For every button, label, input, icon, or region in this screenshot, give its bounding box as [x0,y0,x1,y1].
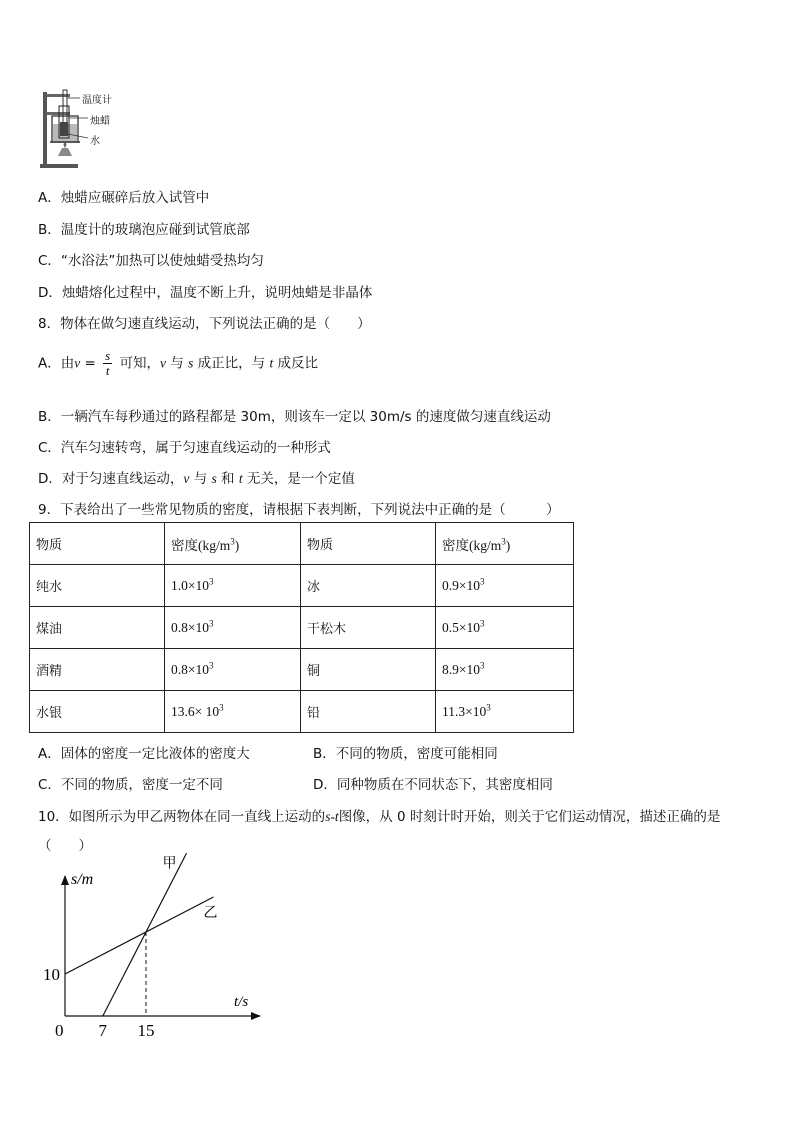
q8-option-b: B．一辆汽车每秒通过的路程都是 30m，则该车一定以 30m/s 的速度做匀速直线运动 [38,409,551,425]
table-row: 水银 $13.6\times 10^3$ 铅 $11.3\times 10^3$ [30,691,574,733]
q7-option-a: A．烛蜡应碾碎后放入试管中 [38,190,210,206]
q9-stem: 9．下表给出了一些常见物质的密度，请根据下表判断，下列说法中正确的是（ ） [38,502,560,518]
q8-option-d: D．对于匀速直线运动，v 与 s 和 t 无关，是一个定值 [38,471,355,487]
x-axis-label: t/s [234,994,249,1010]
q7-option-d: D．烛蜡熔化过程中，温度不断上升，说明烛蜡是非晶体 [38,285,373,301]
density-table [29,522,574,733]
q10-stem: 10．如图所示为甲乙两物体在同一直线上运动的s-t图像，从 0 时刻计时开始，则关于它们运动情况，描述正确的是 [38,809,721,825]
y-axis-label: s/m [71,871,94,888]
header-substance-1: 物质 [30,523,165,565]
apparatus-figure [38,88,138,172]
label-thermometer: 温度计 [82,95,112,106]
y-tick-label: 10 [43,965,60,984]
header-density-1: 密度$(kg/m^3)$ [165,523,301,565]
q10-paren: （ ） [38,838,92,854]
label-water: 水 [90,136,100,147]
q8-option-a: A．由v = $\frac{s}{t}$ 可知，v 与 s 成正比，与 t 成反比 [38,348,319,378]
x-tick-label: 7 [98,1021,108,1040]
st-chart-svg [38,855,268,1042]
series-label-yi: 乙 [203,905,218,921]
q9-option-a: A．固体的密度一定比液体的密度大 [38,746,250,762]
series-label-jia: 甲 [162,855,177,872]
q8-stem: 8．物体在做匀速直线运动，下列说法正确的是（ ） [38,316,371,332]
q8-option-c: C．汽车匀速转弯，属于匀速直线运动的一种形式 [38,440,331,456]
label-wax: 烛蜡 [90,116,110,127]
table-header-row [30,523,574,565]
table-row: 纯水 $1.0\times 10^3$ 冰 $0.9\times 10^3$ [30,565,574,607]
x-tick-label: 0 [55,1021,64,1040]
q7-option-c: C．“水浴法”加热可以使烛蜡受热均匀 [38,253,264,269]
table-row: 煤油 $0.8\times 10^3$ 干松木 $0.5\times 10^3$ [30,607,574,649]
x-tick-label: 15 [137,1021,155,1040]
header-density-2: 密度$(kg/m^3)$ [436,523,574,565]
series-line-yi [65,897,214,974]
series-line-jia [103,853,187,1016]
fraction-s-over-t: $\frac{s}{t}$ [105,348,111,378]
q9-option-d: D．同种物质在不同状态下，其密度相同 [313,777,553,793]
q9-option-b: B．不同的物质，密度可能相同 [313,746,498,762]
q9-option-c: C．不同的物质，密度一定不同 [38,777,223,793]
st-chart [38,855,268,1042]
q7-option-b: B．温度计的玻璃泡应碰到试管底部 [38,222,250,238]
header-substance-2: 物质 [301,523,436,565]
table-row: 酒精 $0.8\times 10^3$ 铜 $8.9\times 10^3$ [30,649,574,691]
